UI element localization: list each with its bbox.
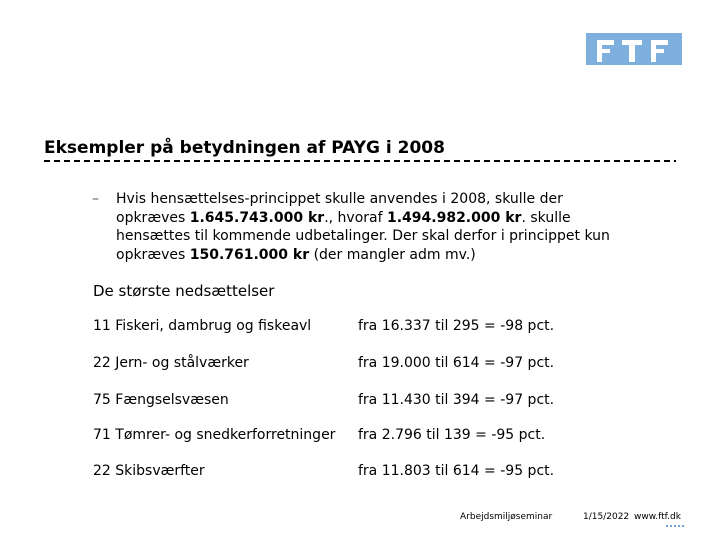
bullet-text-part: ., hvoraf [324, 209, 387, 226]
slide-title: Eksempler på betydningen af PAYG i 2008 [44, 138, 445, 158]
list-item [93, 392, 613, 412]
amount-reserved: 1.494.982.000 kr [386, 209, 522, 226]
sector-name: 11 Fiskeri, dambrug og fiskeavl [93, 318, 312, 334]
change-text [358, 392, 554, 408]
change-from-to: fra 11.803 til 614 = [358, 463, 501, 479]
list-item [93, 355, 613, 375]
change-pct: -97 pct. [500, 392, 555, 408]
footer-date: 1/15/2022 [583, 512, 630, 522]
section-heading: De største nedsættelser [93, 282, 275, 300]
sector-name: 71 Tømrer- og snedkerforretninger [93, 427, 336, 443]
amount-collected: 150.761.000 kr [189, 246, 310, 263]
change-from-to: fra 11.430 til 394 = [358, 392, 501, 408]
list-item [93, 427, 613, 447]
sector-name: 22 Skibsværfter [93, 463, 205, 479]
change-from-to: fra 16.337 til 295 = [358, 318, 501, 334]
change-from-to: fra 19.000 til 614 = [358, 355, 501, 371]
footer-url[interactable]: www.ftf.dk [634, 512, 681, 522]
url-underline [666, 525, 684, 527]
change-from-to: fra 2.796 til 139 = [358, 427, 492, 443]
sector-name: 22 Jern- og stålværker [93, 355, 249, 371]
sector-name: 75 Fængselsvæsen [93, 392, 229, 408]
ftf-logo [586, 33, 682, 65]
change-text [358, 355, 554, 371]
amount-total: 1.645.743.000 kr [189, 209, 325, 226]
change-pct: -97 pct. [500, 355, 555, 371]
change-pct: -98 pct. [500, 318, 555, 334]
bullet-paragraph [116, 190, 636, 264]
bullet-text-part: (der mangler adm mv.) [309, 246, 476, 263]
change-text [358, 463, 554, 479]
list-item [93, 318, 613, 338]
dashed-divider [44, 160, 676, 162]
footer-event: Arbejdsmiljøseminar [460, 512, 553, 522]
bullet-marker: – [92, 191, 99, 207]
list-item [93, 463, 613, 483]
bullet-text-part: Hvis hensættelses-princippet skulle anvendes i 2008, skulle der opkræves [116, 191, 563, 226]
change-pct: -95 pct. [500, 463, 555, 479]
change-text [358, 318, 554, 334]
change-pct: -95 pct. [491, 427, 546, 443]
bullet-text-part: . skulle hensættes til kommende udbetalinger. Der skal derfor i princippet kun opkræves [116, 209, 610, 263]
change-text [358, 427, 545, 443]
